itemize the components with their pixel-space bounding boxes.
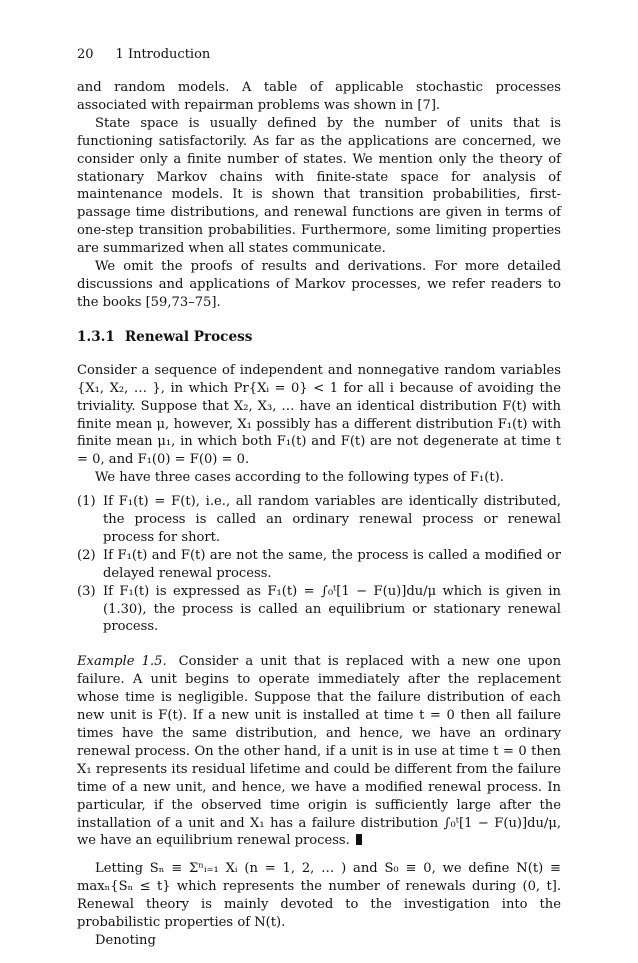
chapter-title: 1 Introduction [115,47,211,62]
paragraph-letting: Letting Sₙ ≡ Σⁿᵢ₌₁ Xᵢ (n = 1, 2, … ) and S₀ ≡ 0, we define N(t) ≡ maxₙ{Sₙ ≤ t} which represents the number of renewals during (0, t]. Renewal theory is mainly devoted to the investigation into the probabilistic properties of N(t). [77,861,561,931]
paragraph-intro-end: and random models. A table of applicable stochastic processes associated with repairman problems was shown in [7]. [77,80,561,113]
paragraph-state-space: State space is usually defined by the number of units that is functioning satisfactorily. As far as the applications are concerned, we consider only a finite number of states. We mention only the theory of stationary Markov chains with finite-state space for analysis of maintenance models. It is shown that transition probabilities, first-passage time distributions, and renewal functions are given in terms of one-step transition probabilities. Furthermore, some limiting properties are summarized when all states communicate. [77,115,561,257]
paragraph-three-cases: We have three cases according to the following types of F₁(t). [95,470,504,486]
section-title: Renewal Process [124,328,253,345]
example-label: Example 1.5. [77,654,167,670]
end-of-proof-mark [356,834,362,845]
section-number: 1.3.1 [77,328,115,345]
example-paragraph [77,653,561,850]
case-item [77,583,561,637]
case-text: If F₁(t) is expressed as F₁(t) = ∫₀ᵗ[1 − F(u)]du/μ which is given in (1.30), the process is called an equilibrium or stationary renewal process. [103,583,561,635]
page-number: 20 [77,47,94,62]
example-text: Consider a unit that is replaced with a new one upon failure. A unit begins to operate immediately after the replacement whose time is negligible. Suppose that the failure distribution of each new unit is F(t). If a new unit is installed at time t = 0 then all failure times have the same distribution, and hence, we have an ordinary renewal process. On the other hand, if a unit is in use at time t = 0 then X₁ represents its residual lifetime and could be different from the failure time of a new unit, and hence, we have a modified renewal process. In particular, if the observed time origin is sufficiently large after the installation of a unit and X₁ has a failure distribution ∫₀ᵗ[1 − F(u)]du/μ, we have an equilibrium renewal process. [77,654,562,849]
case-label: (1) [77,494,96,510]
paragraph-denoting: Denoting [95,932,156,948]
case-text: If F₁(t) and F(t) are not the same, the process is called a modified or delayed renewal process. [103,547,561,581]
paragraph-proofs: We omit the proofs of results and derivations. For more detailed discussions and applications of Markov processes, we refer readers to the books [59,73–75]. [77,259,561,310]
case-item [77,493,561,547]
paragraph-renewal-definition: Consider a sequence of independent and nonnegative random variables {X₁, X₂, … }, in which Pr{Xᵢ = 0} < 1 for all i because of avoiding the triviality. Suppose that X₂, X₃, … have an identical distribution F(t) with finite mean μ, however, X₁ possibly has a different distribution F₁(t) with finite mean μ₁, in which both F₁(t) and F(t) are not degenerate at time t = 0, and F₁(0) = F(0) = 0. [77,362,561,468]
page-body [77,79,561,950]
case-label: (2) [77,547,96,563]
case-label: (3) [77,583,96,599]
running-header [77,46,561,64]
case-item [77,547,561,583]
section-heading [77,328,561,346]
case-text: If F₁(t) = F(t), i.e., all random variables are identically distributed, the process is called an ordinary renewal process or renewal process for short. [103,494,561,545]
